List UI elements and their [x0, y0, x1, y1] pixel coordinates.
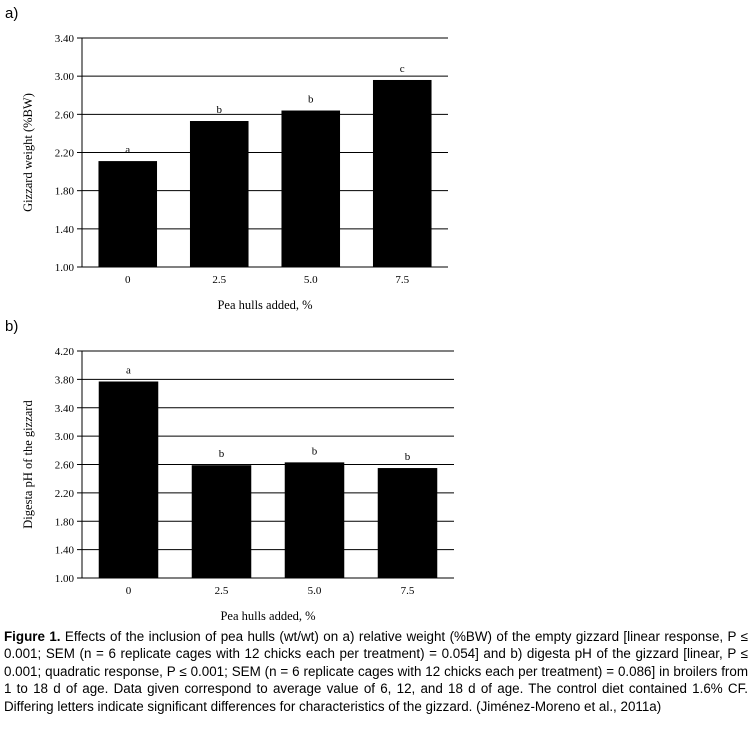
significance-letter: b: [311, 445, 318, 458]
x-tick-label: 5.0: [307, 585, 322, 597]
x-tick-label: 7.5: [400, 585, 415, 597]
y-tick-label: 1.00: [54, 262, 74, 274]
x-tick-label: 0: [125, 585, 132, 597]
significance-letter: b: [218, 448, 225, 461]
significance-letter: a: [125, 144, 131, 157]
panel-label-b: b): [5, 318, 19, 335]
bar: [190, 121, 249, 267]
y-tick-label: 3.40: [54, 402, 74, 415]
significance-letter: b: [216, 104, 222, 117]
bar: [281, 111, 340, 267]
caption-label: Figure 1.: [4, 629, 61, 644]
x-axis-label: Pea hulls added, %: [220, 609, 316, 623]
y-tick-label: 3.00: [54, 431, 74, 444]
x-tick-label: 7.5: [395, 274, 410, 286]
significance-letter: b: [308, 93, 314, 106]
y-tick-label: 1.40: [54, 223, 74, 236]
y-axis-label: Digesta pH of the gizzard: [21, 400, 35, 529]
y-tick-label: 1.80: [54, 516, 74, 529]
y-tick-label: 4.20: [54, 346, 74, 358]
x-axis-label: Pea hulls added, %: [217, 298, 313, 312]
x-tick-label: 5.0: [303, 274, 318, 286]
significance-letter: c: [399, 62, 405, 75]
y-tick-label: 3.00: [54, 71, 74, 84]
y-tick-label: 3.40: [54, 33, 74, 45]
gizzard-weight-chart: [0, 0, 753, 320]
bar: [192, 465, 252, 578]
y-tick-label: 1.80: [54, 185, 74, 198]
caption-text: Effects of the inclusion of pea hulls (wt/wt) on a) relative weight (%BW) of the empty gizzard [linear response, P ≤ 0.001; SEM (n = 6 replicate cages with 12 chicks each per treatment) = 0.054] and b) digesta pH of the gizzard [linear, P ≤ 0.001; quadratic response, P ≤ 0.001; SEM (n = 6 replicate cages with 12 chicks each per treatment) = 0.086] in broilers from 1 to 18 d of age. Data given correspond to average value of 6, 12, and 18 d of age. The control diet contained 1.6% CF. Differing letters indicate significant differences for characteristics of the gizzard. (Jiménez-Moreno et al., 2011a): [4, 629, 748, 714]
x-tick-label: 2.5: [214, 585, 229, 597]
y-tick-label: 1.40: [54, 544, 74, 557]
x-tick-label: 2.5: [212, 274, 227, 286]
y-tick-label: 2.60: [54, 109, 74, 122]
digesta-ph-chart: [0, 318, 753, 628]
y-axis-label: Gizzard weight (%BW): [21, 93, 35, 212]
bar: [98, 161, 157, 267]
bar: [99, 382, 159, 578]
bar: [285, 462, 345, 578]
figure-caption: [4, 628, 748, 715]
panel-label-a: a): [5, 5, 19, 22]
y-tick-label: 2.20: [54, 487, 74, 500]
y-tick-label: 2.60: [54, 459, 74, 472]
y-tick-label: 1.00: [54, 573, 74, 585]
x-tick-label: 0: [125, 274, 131, 286]
y-tick-label: 3.80: [54, 374, 74, 387]
bar: [373, 80, 432, 267]
significance-letter: a: [126, 364, 131, 377]
y-tick-label: 2.20: [54, 147, 74, 160]
bar: [378, 468, 438, 578]
significance-letter: b: [404, 451, 411, 464]
